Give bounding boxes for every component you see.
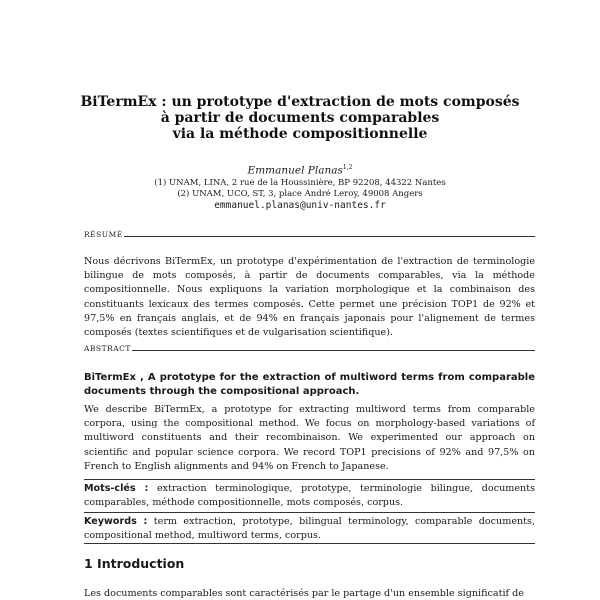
abstract-label: ABSTRACT <box>84 344 131 353</box>
affiliation-2: (2) UNAM, UCO, ST, 3, place André Leroy, 49008 Angers <box>177 189 423 199</box>
abstract-rule <box>84 344 535 353</box>
keywords-fr <box>84 482 535 510</box>
affiliation-1: (1) UNAM, LINA, 2 rue de la Houssinière, BP 92208, 44322 Nantes <box>154 178 446 188</box>
keywords-en-bottom-rule <box>84 543 535 544</box>
resume-rule <box>84 230 535 239</box>
keywords-en <box>84 515 535 543</box>
keywords-fr-top-rule <box>84 479 535 480</box>
paper-title <box>0 94 600 142</box>
intro-first-line: Les documents comparables sont caractérisés par le partage d'un ensemble significatif de <box>84 588 524 599</box>
keywords-en-text: term extraction, prototype, bilingual terminology, comparable documents, compositional method, multiword terms, corpus. <box>84 516 536 541</box>
keywords-en-label: Keywords : <box>84 516 148 527</box>
section-heading: 1 Introduction <box>84 556 185 571</box>
keywords-fr-label: Mots-clés : <box>84 483 149 494</box>
author-email: emmanuel.planas@univ-nantes.fr <box>214 200 386 211</box>
title-line-2: à partir de documents comparables <box>160 110 440 126</box>
abstract-text: We describe BiTermEx, a prototype for extracting multiword terms from comparable corpora, using the compositional method. We focus on morphology-based variations of multiword constituents and their recombinaison. We experimented our approach on scientific and popular science corpora. We record TOP1 precisions of 92% and 97,5% on French to English alignments and 94% on French to Japanese. <box>84 404 535 472</box>
resume-label: RÉSUMÉ <box>84 230 123 239</box>
title-line-3: via la méthode compositionnelle <box>172 126 428 142</box>
abstract-title: BiTermEx , A prototype for the extraction of multiword terms from comparable documents through the compositional approach. <box>84 372 535 397</box>
author-sup: 1,2 <box>342 164 353 171</box>
keywords-fr-text: extraction terminologique, prototype, terminologie bilingue, documents comparables, méthode compositionnelle, mots composés, corpus. <box>84 483 535 508</box>
title-line-1: BiTermEx : un prototype d'extraction de mots composés <box>80 94 520 110</box>
abstract-divider <box>132 350 535 351</box>
keywords-fr-bottom-rule <box>84 512 535 513</box>
resume-text: Nous décrivons BiTermEx, un prototype d'expérimentation de l'extraction de terminologie bilingue de mots composés, à partir de documents comparables, via la méthode compositionnelle. Nous expliquons la variation morphologique et la combinaison des constituants lexicaux des termes composés. Cette permet une précision TOP1 de 92% et 97,5% en français anglais, et de 94% en français japonais pour l'alignement de termes composés (textes scientifiques et de vulgarisation scientifique). <box>84 256 535 339</box>
author <box>0 164 600 177</box>
author-name: Emmanuel Planas <box>247 164 343 177</box>
resume-divider <box>124 236 535 237</box>
